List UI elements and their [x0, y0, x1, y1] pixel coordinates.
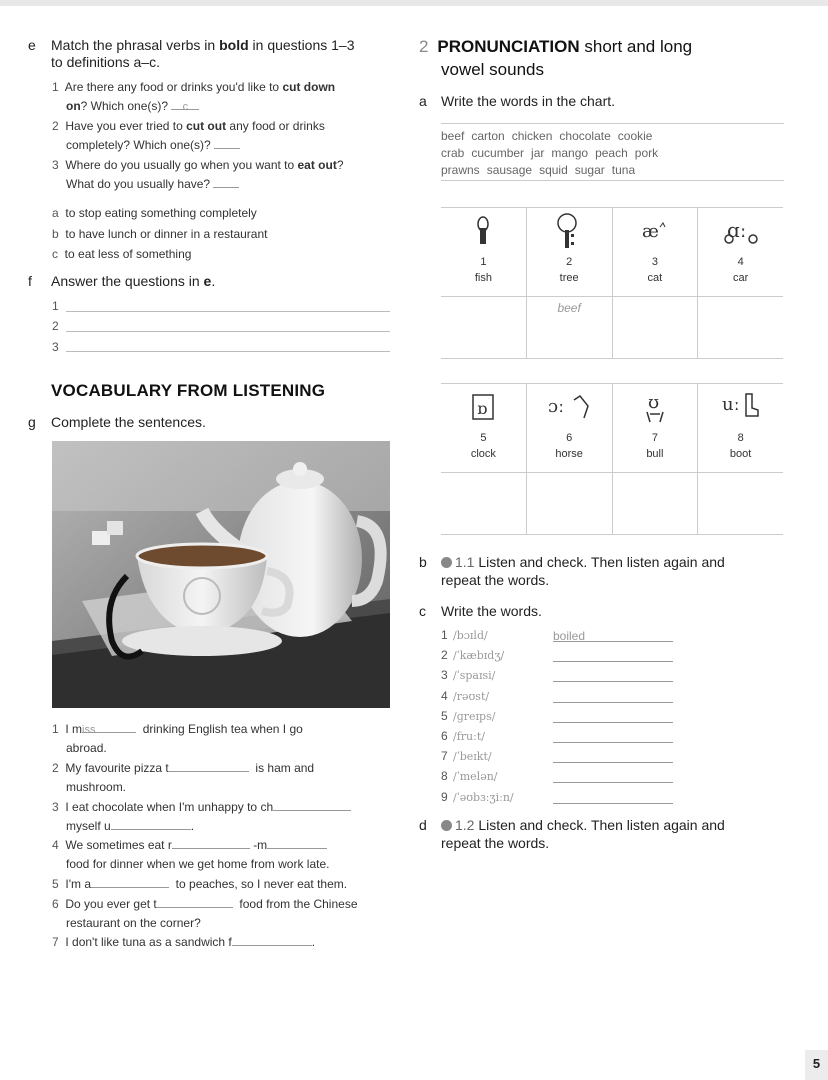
s-text-3: . — [190, 819, 195, 833]
section-d-letter: d — [419, 817, 427, 833]
sentence-g7 — [52, 933, 392, 952]
s-text: Do you ever get t — [65, 897, 157, 911]
def-letter: b — [52, 226, 59, 241]
answer-blank[interactable] — [214, 136, 240, 149]
section-g-instruction: Complete the sentences. — [51, 414, 206, 430]
word-item: peach — [595, 146, 628, 160]
word-item: cookie — [617, 129, 653, 143]
chart-word: bull — [646, 448, 664, 460]
phonetic-item — [441, 626, 681, 646]
item-num: 4 — [441, 688, 448, 703]
s-text: I don't like tuna as a sandwich f — [65, 935, 232, 949]
def-letter: c — [52, 247, 58, 261]
chart-word: cat — [647, 272, 663, 284]
answer-blank[interactable] — [273, 798, 351, 811]
word-item: pork — [634, 146, 659, 160]
answer-blank[interactable] — [171, 97, 199, 113]
instr-text: Match the phrasal verbs in — [51, 37, 220, 53]
q-bold: cut out — [186, 119, 227, 133]
item-num: 3 — [441, 668, 448, 683]
q-bold: cut down — [282, 80, 336, 94]
q-text-2: ? — [336, 158, 344, 172]
answer-blank[interactable] — [157, 895, 233, 908]
section-d-instruction-2: repeat the words. — [441, 835, 550, 851]
instr-text: Listen and check. Then listen again and — [474, 817, 725, 833]
word-item: cucumber — [471, 146, 525, 160]
sentence-g1 — [52, 720, 392, 758]
phonetic-item — [441, 646, 681, 666]
q-num: 2 — [52, 119, 59, 133]
answer-blank[interactable] — [553, 768, 673, 783]
answer-blank[interactable] — [553, 627, 673, 642]
answer-blank[interactable] — [169, 759, 249, 772]
answer-cell-5[interactable] — [441, 473, 526, 535]
chart-col-5 — [441, 384, 526, 472]
s-text-2: . — [311, 935, 316, 949]
chart-num: 8 — [737, 432, 744, 444]
svg-text:ɔː: ɔː — [548, 396, 565, 417]
section-g-letter: g — [28, 414, 36, 430]
word-item: carton — [471, 129, 505, 143]
s-num: 6 — [52, 897, 59, 911]
q-text-3: completely? Which one(s)? — [66, 138, 211, 152]
q-text-2: any food or drinks — [226, 119, 325, 133]
word-item: chicken — [511, 129, 553, 143]
definition-b — [52, 224, 267, 245]
svg-text:uː: uː — [721, 394, 740, 415]
chart-col-8 — [697, 384, 783, 472]
answer-cell-4[interactable] — [697, 297, 783, 359]
s-text: I m — [65, 722, 83, 736]
chart-word: clock — [470, 448, 496, 460]
audio-icon[interactable] — [441, 557, 452, 568]
answer-text: boiled — [553, 629, 586, 643]
section-e-instruction — [51, 37, 355, 53]
svg-text:ʊ: ʊ — [647, 392, 660, 413]
phonetic-text: /rəʊst/ — [453, 689, 490, 703]
chart-col-6 — [526, 384, 612, 472]
word-item: beef — [441, 129, 465, 143]
item-num: 6 — [441, 728, 448, 743]
chart-num: 3 — [651, 256, 658, 268]
word-item: sugar — [574, 163, 605, 177]
svg-text:æ: æ — [641, 221, 659, 242]
horse-icon — [527, 384, 612, 430]
chart-col-3 — [612, 208, 698, 296]
q-text: Have you ever tried to — [65, 119, 187, 133]
sentence-g3 — [52, 798, 397, 836]
page-number: 5 — [805, 1050, 828, 1080]
phonetic-list — [441, 626, 681, 808]
word-item: mango — [551, 146, 589, 160]
section-b-instruction — [441, 554, 725, 570]
word-item: jar — [531, 146, 545, 160]
section-f-instruction — [51, 273, 215, 289]
def-text: to stop eating something completely — [65, 206, 257, 220]
question-e2 — [52, 117, 392, 155]
word-item: tuna — [611, 163, 636, 177]
phonetic-text: /fruːt/ — [453, 729, 485, 743]
f-num-1: 1 — [52, 299, 59, 313]
word-item: squid — [539, 163, 568, 177]
s-num: 2 — [52, 761, 59, 775]
section-a-letter: a — [419, 93, 427, 109]
question-e1 — [52, 78, 392, 116]
answer-cell-7[interactable] — [612, 473, 698, 535]
phonetic-item — [441, 788, 681, 808]
heading-bold: PRONUNCIATION — [437, 37, 580, 56]
answer-blank[interactable] — [91, 875, 169, 888]
answer-blank[interactable] — [553, 708, 673, 723]
s-text-2: is ham and — [255, 761, 315, 775]
s-num: 7 — [52, 935, 59, 949]
chart-num: 4 — [737, 256, 744, 268]
word-row-1 — [441, 128, 784, 145]
item-num: 2 — [441, 648, 448, 663]
q-num: 3 — [52, 158, 59, 172]
s-text: We sometimes eat r — [65, 838, 172, 852]
answer-cell-6[interactable] — [526, 473, 612, 535]
top-strip — [0, 0, 828, 6]
s-text-2: myself u — [66, 819, 111, 833]
instr-text: Listen and check. Then listen again and — [474, 554, 725, 570]
word-row-2 — [441, 145, 784, 162]
item-num: 5 — [441, 708, 448, 723]
instr-bold: e — [203, 273, 212, 289]
phonetic-item — [441, 747, 681, 767]
section-b-letter: b — [419, 554, 427, 570]
phonetic-text: /ˈbeɪkt/ — [453, 750, 492, 764]
s-text-3: food for dinner when we get home from work late. — [66, 857, 330, 871]
chart-num: 1 — [480, 256, 487, 268]
phonetic-text: /ˈəʊbɜːʒiːn/ — [453, 790, 514, 804]
vowel-chart-1 — [441, 207, 783, 359]
s-text-2: -m — [253, 838, 268, 852]
chart-word: car — [732, 272, 749, 284]
sentence-g2 — [52, 759, 392, 797]
def-text: to eat less of something — [64, 247, 192, 261]
section-f-letter: f — [28, 273, 32, 289]
answer-text: beef — [557, 301, 581, 315]
sentence-g4 — [52, 836, 392, 874]
vocabulary-heading: VOCABULARY FROM LISTENING — [51, 381, 326, 400]
def-letter: a — [52, 206, 59, 220]
chart-num: 5 — [480, 432, 487, 444]
word-item: sausage — [486, 163, 533, 177]
sentence-g5 — [52, 875, 392, 894]
s-num: 5 — [52, 877, 59, 891]
instr-text: Answer the questions in — [51, 273, 204, 289]
s-text: My favourite pizza t — [65, 761, 169, 775]
s-text-3: restaurant on the corner? — [66, 916, 201, 930]
item-num: 7 — [441, 749, 448, 764]
item-num: 8 — [441, 769, 448, 784]
phonetic-text: /ˈkæbɪdʒ/ — [453, 649, 505, 663]
answer-blank-2[interactable] — [267, 836, 327, 849]
svg-text:ɑː: ɑː — [726, 218, 747, 242]
q-bold-2: on — [66, 99, 81, 113]
boot-icon — [698, 384, 783, 430]
question-e3 — [52, 156, 397, 194]
track-number: 1.1 — [455, 554, 475, 570]
chart-word: boot — [729, 448, 752, 460]
s-text-2: drinking English tea when I go — [142, 722, 303, 736]
answer-cell-1[interactable] — [441, 297, 526, 359]
section-2-heading — [419, 37, 692, 57]
answer-hint: iss — [82, 724, 96, 736]
q-text: Are there any food or drinks you'd like to — [64, 80, 283, 94]
track-number: 1.2 — [455, 817, 475, 833]
instr-text-2: in questions 1–3 — [248, 37, 355, 53]
section-c-instruction: Write the words. — [441, 603, 542, 619]
s-text-3: abroad. — [66, 741, 107, 755]
chart-word: tree — [559, 272, 579, 284]
answer-blank[interactable] — [232, 933, 312, 946]
bull-icon — [613, 384, 698, 430]
phonetic-text: /ˈmelən/ — [453, 770, 498, 784]
fish-icon — [441, 208, 526, 254]
answer-text: c — [182, 101, 189, 113]
s-num: 3 — [52, 800, 59, 814]
chart-num: 2 — [566, 256, 573, 268]
answer-blank[interactable] — [82, 720, 136, 736]
section-2-heading-2: vowel sounds — [441, 60, 545, 79]
s-text: I eat chocolate when I'm unhappy to ch — [65, 800, 274, 814]
chart-col-7 — [612, 384, 698, 472]
s-num: 4 — [52, 838, 59, 852]
answer-line-f1[interactable] — [66, 311, 390, 312]
sentence-g6 — [52, 895, 397, 933]
word-item: prawns — [441, 163, 480, 177]
phonetic-text: /bɔɪld/ — [453, 629, 488, 642]
word-box — [441, 123, 784, 181]
answer-cell-3[interactable] — [612, 297, 698, 359]
section-number: 2 — [419, 37, 429, 56]
cat-icon — [613, 208, 698, 254]
answer-blank[interactable] — [553, 688, 673, 703]
answer-blank[interactable] — [553, 667, 673, 682]
section-c-letter: c — [419, 603, 426, 619]
phonetic-item — [441, 687, 681, 707]
chart-word: horse — [555, 448, 583, 460]
s-text-2: to peaches, so I never eat them. — [175, 877, 348, 891]
tea-photo — [52, 441, 390, 708]
phonetic-item — [441, 767, 681, 787]
definitions-list — [52, 203, 267, 265]
answer-blank[interactable] — [553, 728, 673, 743]
phonetic-item — [441, 666, 681, 686]
answer-cell-8[interactable] — [697, 473, 783, 535]
heading-rest: short and long — [579, 37, 693, 56]
q-text: Where do you usually go when you want to — [65, 158, 298, 172]
q-num: 1 — [52, 80, 59, 94]
answer-blank[interactable] — [213, 175, 239, 188]
chart-num: 6 — [566, 432, 573, 444]
definition-a — [52, 203, 267, 224]
phonetic-text: /ˈspaɪsi/ — [453, 669, 496, 683]
phonetic-text: /ɡreɪps/ — [453, 709, 496, 723]
chart-col-1 — [441, 208, 526, 296]
answer-blank[interactable] — [553, 647, 673, 662]
section-d-instruction — [441, 817, 725, 833]
chart-num: 7 — [651, 432, 658, 444]
item-num: 9 — [441, 789, 448, 804]
chart-col-2 — [526, 208, 612, 296]
f-num-3: 3 — [52, 340, 59, 354]
chart-col-4 — [697, 208, 783, 296]
q-text-2: ? Which one(s)? — [80, 99, 169, 113]
word-item: crab — [441, 146, 465, 160]
s-text-2: food from the Chinese — [239, 897, 358, 911]
svg-text:ɒ: ɒ — [477, 399, 488, 418]
car-icon — [698, 208, 783, 254]
phonetic-item — [441, 727, 681, 747]
definition-c — [52, 244, 267, 265]
clock-icon — [441, 384, 526, 430]
section-b-instruction-2: repeat the words. — [441, 572, 550, 588]
answer-blank-2[interactable] — [111, 817, 191, 830]
word-item: chocolate — [559, 129, 611, 143]
chart-word: fish — [474, 272, 492, 284]
instr-text-2: . — [211, 273, 216, 289]
tree-icon — [527, 208, 612, 254]
q-text-3: What do you usually have? — [66, 177, 211, 191]
section-a-instruction: Write the words in the chart. — [441, 93, 616, 109]
section-e-instruction-2: to definitions a–c. — [51, 54, 160, 70]
answer-blank[interactable] — [553, 748, 673, 763]
answer-blank[interactable] — [172, 836, 250, 849]
answer-line-f3[interactable] — [66, 351, 390, 352]
answer-line-f2[interactable] — [66, 331, 390, 332]
item-num: 1 — [441, 628, 448, 642]
phonetic-item — [441, 707, 681, 727]
s-text-3: mushroom. — [66, 780, 127, 794]
word-row-3 — [441, 162, 784, 179]
q-bold: eat out — [297, 158, 337, 172]
answer-blank[interactable] — [553, 789, 673, 804]
f-num-2: 2 — [52, 319, 59, 333]
def-text: to have lunch or dinner in a restaurant — [65, 226, 268, 241]
answer-cell-2[interactable] — [526, 297, 612, 359]
teapot-cup-image — [52, 441, 390, 708]
s-text: I'm a — [65, 877, 91, 891]
audio-icon[interactable] — [441, 820, 452, 831]
vowel-chart-2 — [441, 383, 783, 535]
s-num: 1 — [52, 722, 59, 736]
section-e-letter: e — [28, 37, 36, 53]
instr-bold: bold — [219, 37, 249, 53]
